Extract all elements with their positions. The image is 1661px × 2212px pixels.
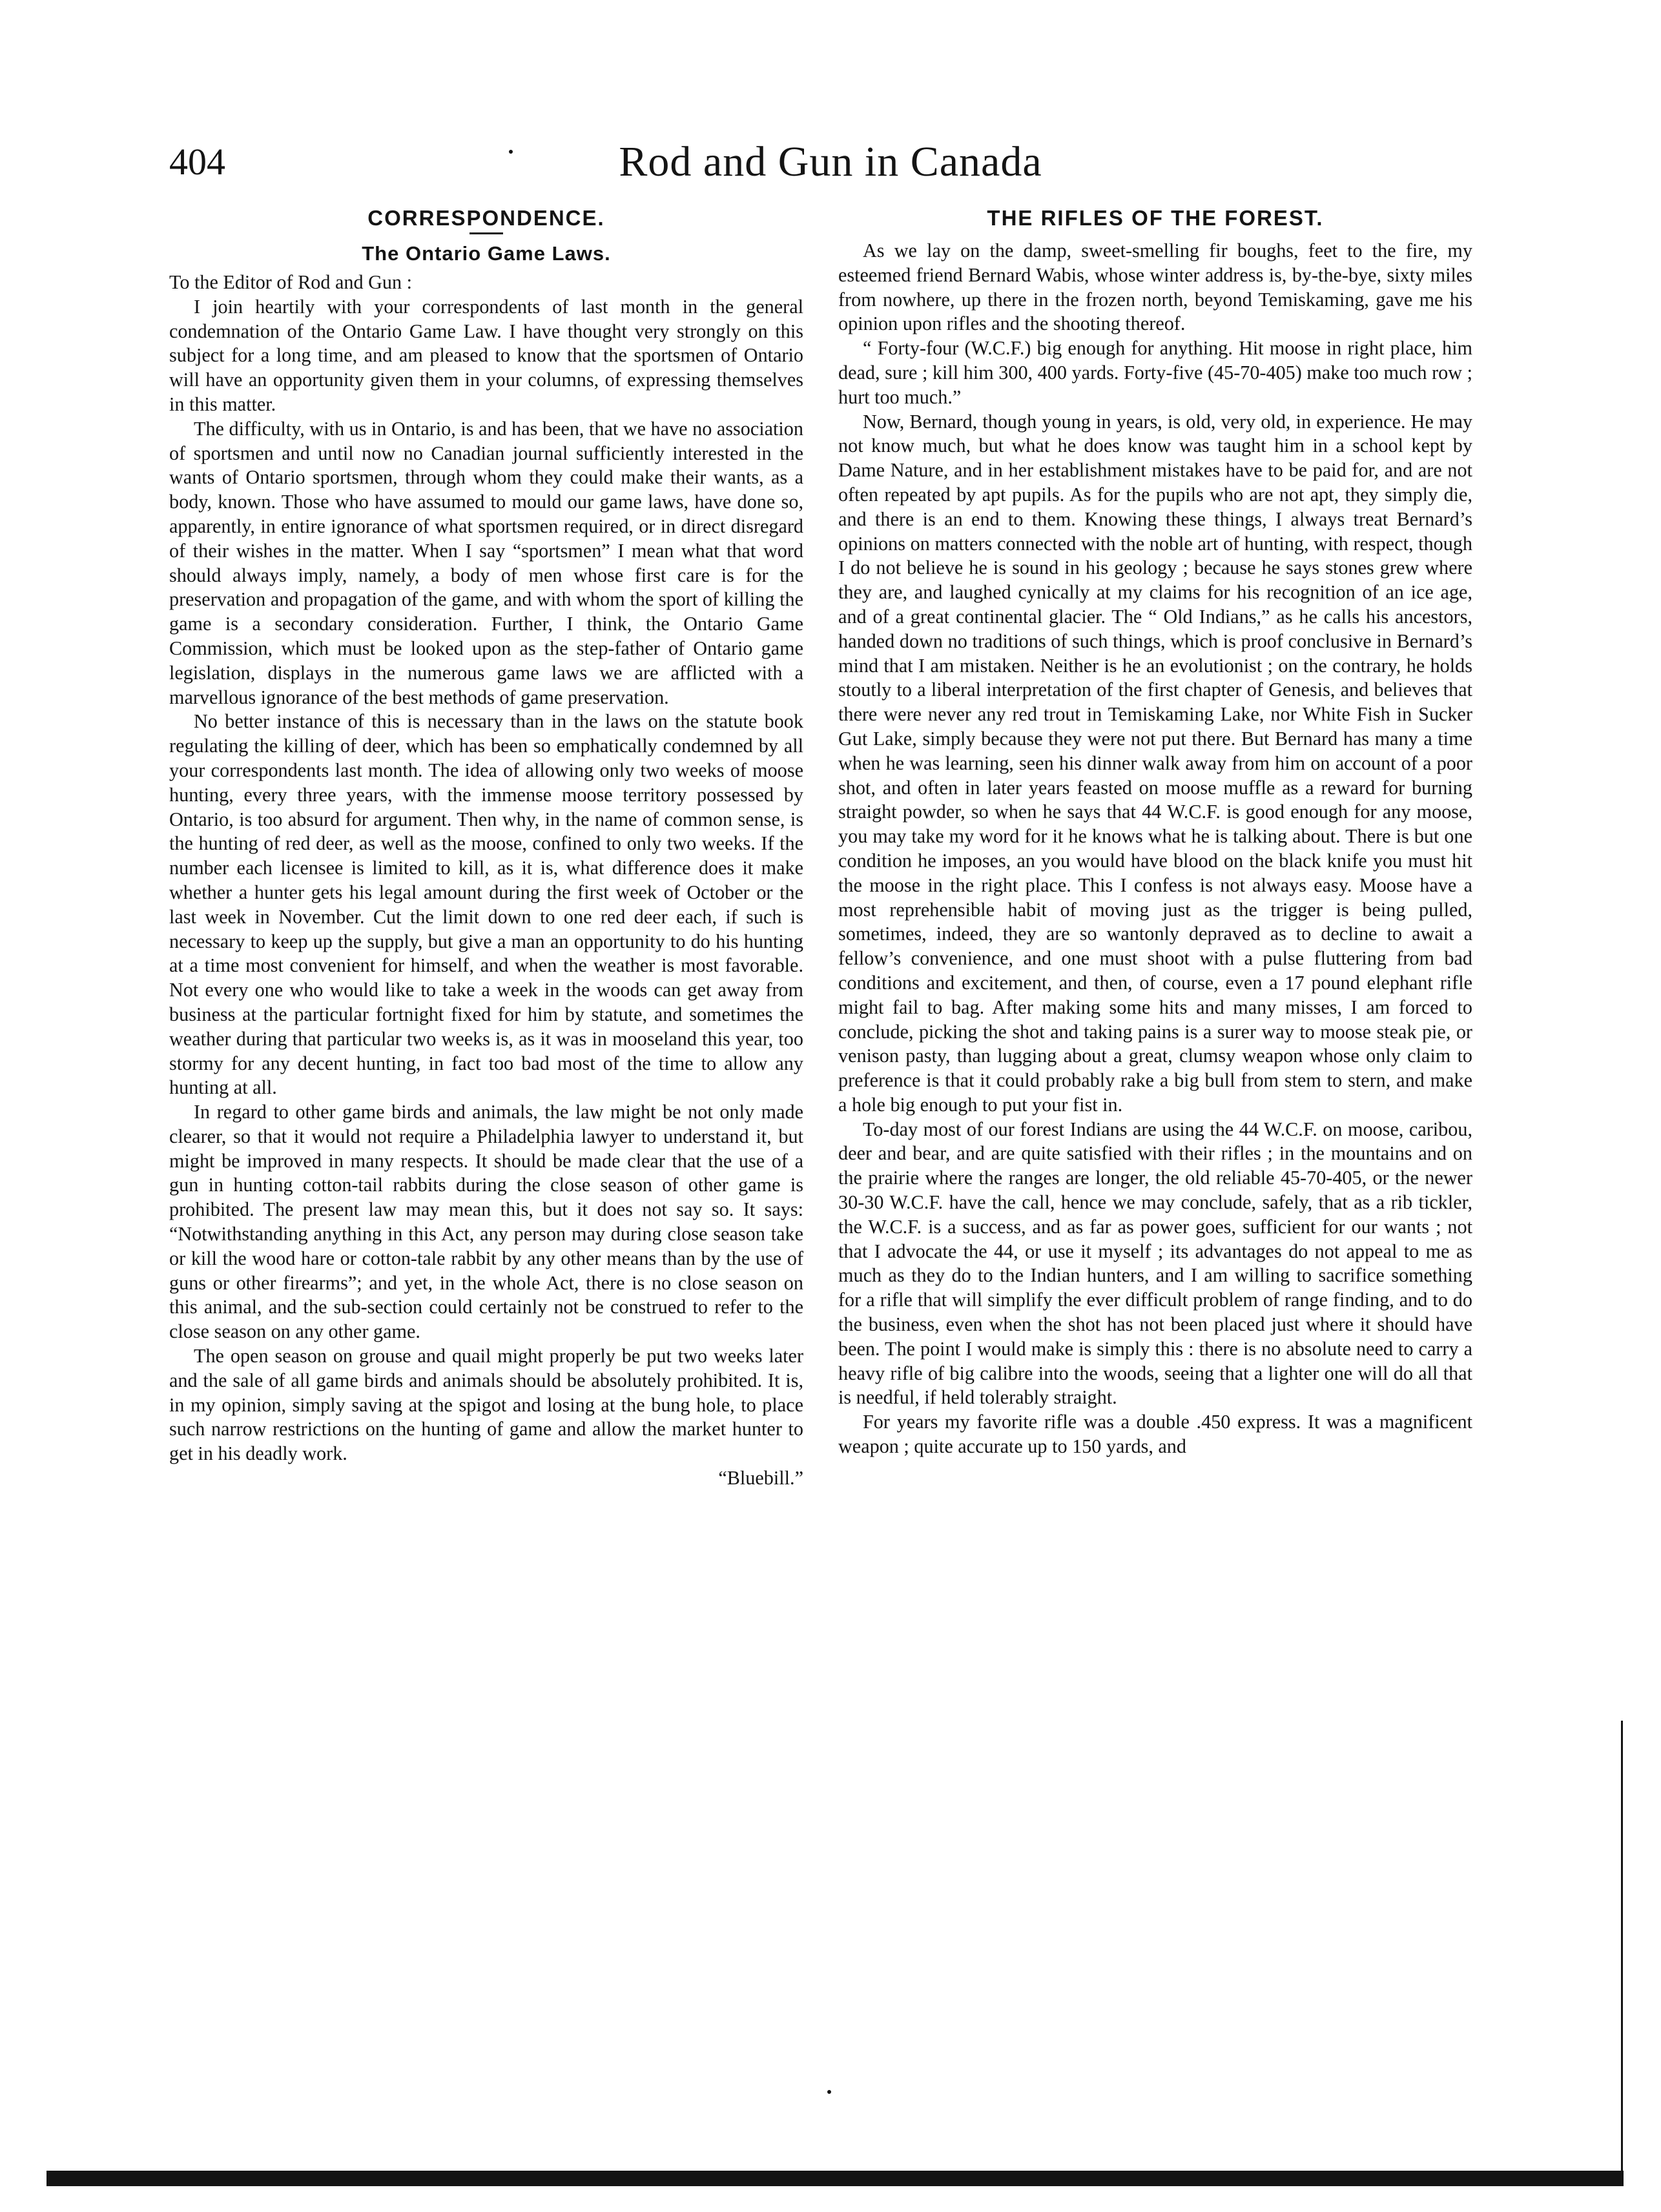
paragraph: To-day most of our forest Indians are using the 44 W.C.F. on moose, caribou, deer and bear, and are quite satisfied with their rifles ; in the mountains and on the prairie where the ranges are longer, the old reliable 45-70-405, or the newer 30-30 W.C.F. have the call, hence we may conclude, safely, that as a rib tickler, the W.C.F. is a success, and as far as power goes, sufficient for our wants ; not that I advocate the 44, or use it myself ; its advantages do not appeal to me as much as they do to the Indian hunters, and I am willing to sacrifice something for a rifle that will simplify the ever difficult problem of range finding, and to do the business, even when the shot has not been placed just where it should have been. The point I would make is simply this : there is no absolute need to carry a heavy rifle of big calibre into the woods, seeing that a lighter one will do all that is needful, if held tolerably straight. xyxy=(838,1118,1472,1409)
left-column xyxy=(169,205,803,1491)
page-title: Rod and Gun in Canada xyxy=(619,138,1042,185)
print-speck xyxy=(827,2090,831,2094)
scan-border-line xyxy=(1621,1721,1623,2173)
paragraph: The open season on grouse and quail might properly be put two weeks later and the sale of all game birds and animals should be absolutely prohibited. It is, in my opinion, simply saving at the spigot and losing at the bung hole, to place such narrow restrictions on the hunting of game and allow the market hunter to get in his deadly work. xyxy=(169,1345,803,1465)
paragraph: “ Forty-four (W.C.F.) big enough for anything. Hit moose in right place, him dead, sure ; kill him 300, 400 yards. Forty-five (45-70-405) make too much row ; hurt too much.” xyxy=(838,337,1472,408)
page-number: 404 xyxy=(169,141,225,183)
scan-edge-bar xyxy=(46,2171,1624,2186)
paragraph: Now, Bernard, though young in years, is old, very old, in experience. He may not know much, but what he does know was taught him in a school kept by Dame Nature, and in her establishment mistakes have to be paid for, and are not often repeated by apt pupils. As for the pupils who are not apt, they simply die, and there is an end to them. Knowing these things, I always treat Bernard’s opinions on matters connected with the noble art of hunting, with respect, though I do not believe he is sound in his geology ; because he says stones grew where they are, and laughed cynically at my claims for his recognition of an ice age, and of a great continental glacier. The “ Old Indians,” as he calls his ancestors, handed down no traditions of such things, which is proof conclusive in Bernard’s mind that I am mistaken. Neither is he an evolutionist ; on the contrary, he holds stoutly to a liberal interpretation of the first chapter of Genesis, and believes that there were never any red trout in Temiskaming Lake, nor White Fish in Sucker Gut Lake, simply because they were not put there. But Bernard has many a time when he was learning, seen his dinner walk away from him on account of a poor shot, and often in later years feasted on moose muffle as a reward for burning straight powder, so when he says that 44 W.C.F. is good enough for any moose, you may take my word for it he knows what he is talking about. There is but one condition he imposes, an you would have blood on the black knife you must hit the moose in the right place. This I confess is not always easy. Moose have a most reprehensible habit of moving just as the trigger is being pulled, sometimes, indeed, they are so wantonly depraved as to decline to await a fellow’s convenience, and one must shoot with a pulse fluttering from bad conditions and excitement, and then, of course, even a 17 pound elephant rifle might fail to bag. After making some hits and many misses, I am forced to conclude, picking the shot and taking pains is a surer way to moose steak pie, or venison pasty, than lugging about a great, clumsy weapon whose only claim to preference is that it could probably rake a big bull from stem to stern, and make a hole big enough to put your fist in. xyxy=(838,410,1472,1116)
signature: “Bluebill.” xyxy=(718,1467,803,1490)
right-column xyxy=(838,205,1472,1459)
paragraph: As we lay on the damp, sweet-smelling fir boughs, feet to the fire, my esteemed friend Bernard Wabis, whose winter address is, by-the-bye, sixty miles from nowhere, up there in the frozen north, beyond Temiskaming, gave me his opinion upon rifles and the shooting thereof. xyxy=(838,240,1472,335)
paragraph: In regard to other game birds and animals, the law might be not only made clearer, so that it would not require a Philadelphia lawyer to understand it, but might be improved in many respects. It should be made clear that the use of a gun in hunting cotton-tail rabbits during the close season of other game is prohibited. The present law may mean this, but it does not say so. It says: “Notwithstanding anything in this Act, any person may during close season take or kill the wood hare or cotton-tale rabbit by any other means than by the use of guns or other firearms”; and yet, in the whole Act, there is no close season on this animal, and the sub-section could certainly not be construed to refer to the close season on any other game. xyxy=(169,1101,803,1343)
paragraph: For years my favorite rifle was a double .450 express. It was a magnificent weapon ; quite accurate up to 150 yards, and xyxy=(838,1411,1472,1458)
paragraph: I join heartily with your correspondents of last month in the general condemnation of the Ontario Game Law. I have thought very strongly on this subject for a long time, and am pleased to know that the sportsmen of Ontario will have an opportunity given them in your columns, of expressing themselves in this matter. xyxy=(169,295,803,415)
salutation: To the Editor of Rod and Gun : xyxy=(169,271,413,293)
paragraph: The difficulty, with us in Ontario, is and has been, that we have no association of sportsmen and until now no Canadian journal sufficiently interested in the wants of Ontario sportsmen, through whom they could make their wants, as a body, known. Those who have assumed to mould our game laws, have done so, apparently, in entire ignorance of what sportsmen required, or in direct disregard of their wishes in the matter. When I say “sportsmen” I mean what that word should always imply, namely, a body of men whose first care is for the preservation and propagation of the game, and with whom the sport of killing the game is a secondary consideration. Further, I think, the Ontario Game Commission, which must be looked upon as the step-father of Ontario game legislation, displays in the numerous game laws we are afflicted with a marvellous ignorance of the best methods of game preservation. xyxy=(169,417,803,708)
article-title-ontario-game-laws: The Ontario Game Laws. xyxy=(362,242,611,265)
paragraph: No better instance of this is necessary than in the laws on the statute book regulating the killing of deer, which has been so emphatically condemned by all your correspondents last month. The idea of allowing only two weeks of moose hunting, every three years, with the immense moose territory possessed by Ontario, is too absurd for argument. Then why, in the name of common sense, is the hunting of red deer, as well as the moose, confined to only two weeks. If the number each licensee is limited to kill, as it is, what difference does it make whether a hunter gets his legal amount during the first week of October or the last week in November. Cut the limit down to one red deer each, if such is necessary to keep up the supply, but give a man an opportunity to do his hunting at a time most convenient for himself, and when the weather is most favorable. Not every one who would like to take a week in the woods can get away from business at the particular fortnight fixed for him by statute, and sometimes the weather during that particular two weeks is, as it was in mooseland this year, too stormy for any decent hunting, in fact too bad most of the time to allow any hunting at all. xyxy=(169,710,803,1099)
section-title-rifles-of-the-forest: THE RIFLES OF THE FOREST. xyxy=(987,206,1324,230)
title-rule xyxy=(469,232,503,234)
section-title-correspondence: CORRESPONDENCE. xyxy=(367,206,605,230)
